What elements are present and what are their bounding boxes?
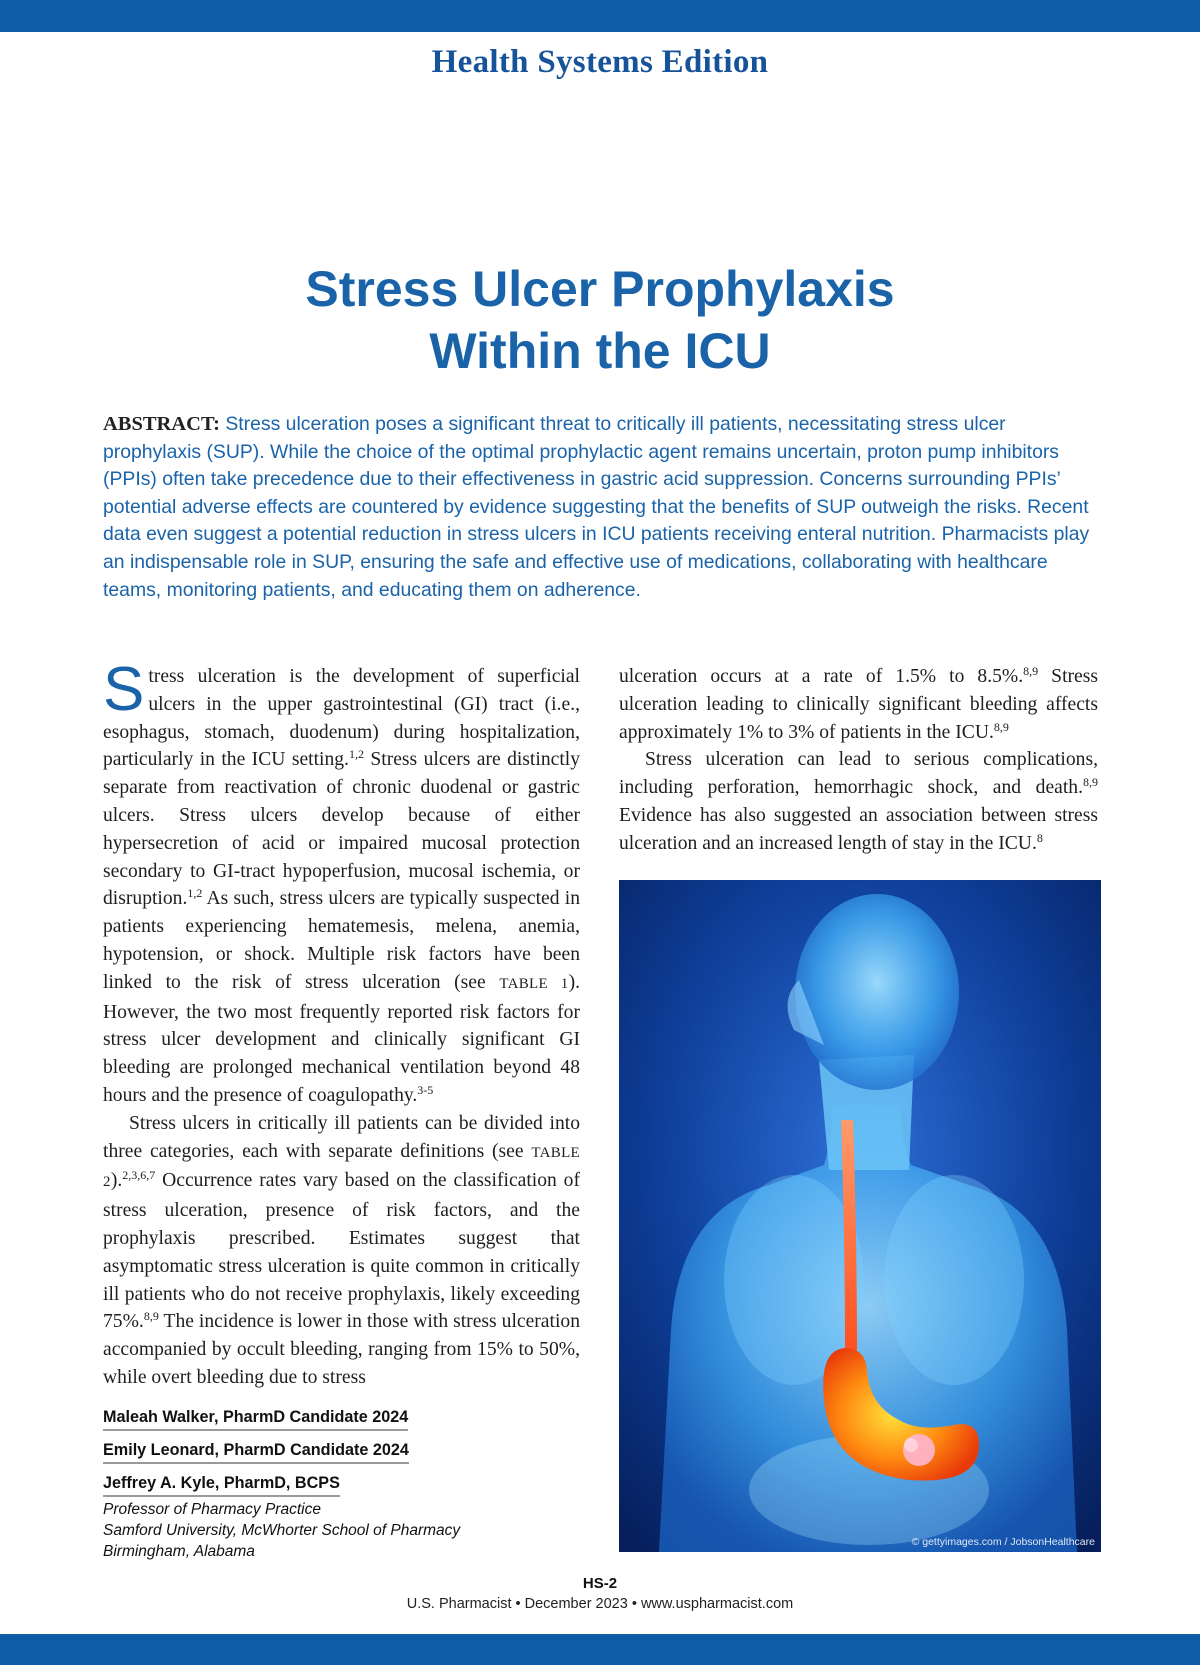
author-block	[103, 1441, 583, 1474]
edition-header: Health Systems Edition	[431, 44, 769, 80]
page-number: HS-2	[582, 1575, 618, 1592]
body-paragraph: ulceration occurs at a rate of 1.5% to 8.5%.$^{8,9}$ Stress ulceration leading to clinically significant bleeding affects approximately 1% to 3% of patients in the ICU.$^{8,9}$	[619, 664, 1098, 743]
anatomy-illustration	[619, 880, 1101, 1552]
citation: 8,9	[143, 1309, 159, 1324]
image-credit: © gettyimages.com / JobsonHealthcare	[911, 1536, 1095, 1548]
author-title: Professor of Pharmacy Practice	[103, 1501, 321, 1518]
citation: 8,9	[1023, 664, 1039, 678]
citation: 3-5	[417, 1082, 434, 1097]
abstract-label: ABSTRACT:	[103, 413, 220, 435]
author-name: Maleah Walker, PharmD Candidate 2024	[103, 1408, 408, 1431]
citation: 2,3,6,7	[122, 1168, 156, 1183]
article-title	[0, 258, 1200, 382]
table-reference: TABLE 2	[103, 1144, 580, 1191]
article-title-line-2: Within the ICU	[429, 323, 771, 379]
bottom-color-band	[0, 1634, 1200, 1665]
body-paragraph: Stress ulceration is the development of superficial ulcers in the upper gastrointestinal (GI) tract (i.e., esophagus, stomach, duodenum) during hospitalization, particularly in the ICU setting.$^{1,2}$ Stress ulcers are distinctly separate from reactivation of chronic duodenal or gastric ulcers. Stress ulcers develop because of either hypersecretion of acid or impaired mucosal protection secondary to GI-tract hypoperfusion, mucosal ischemia, or disruption.$^{1,2}$ As such, stress ulcers are typically suspected in patients experiencing hematemesis, melena, anemia, hypotension, or shock. Multiple risk factors have been linked to the risk of stress ulceration (see TABLE 1). However, the two most frequently reported risk factors for stress ulcer development and clinically significant GI bleeding are prolonged mechanical ventilation beyond 48 hours and the presence of coagulopathy.$^{3-5}$	[103, 655, 581, 1106]
publication-footer: U.S. Pharmacist • December 2023 • www.uspharmacist.com	[406, 1596, 794, 1612]
author-list	[103, 1408, 583, 1562]
author-affiliation: Samford University, McWhorter School of Pharmacy	[103, 1522, 461, 1539]
drop-cap: S	[103, 655, 145, 724]
stomach-illustration-graphic	[619, 880, 1101, 1552]
author-name: Emily Leonard, PharmD Candidate 2024	[103, 1441, 409, 1464]
body-column-left	[103, 655, 581, 1392]
body-column-right	[619, 663, 1098, 858]
article-title-line-1: Stress Ulcer Prophylaxis	[305, 261, 895, 317]
abstract	[103, 411, 1103, 604]
body-paragraph: Stress ulceration can lead to serious complications, including perforation, hemorrhagic shock, and death.$^{8,9}$ Evidence has also suggested an association between stress ulceration and an increased length of stay in the ICU.$^8$	[619, 749, 1098, 854]
body-paragraph: Stress ulcers in critically ill patients can be divided into three categories, each with separate definitions (see TABLE 2).$^{2,3,6,7}$ Occurrence rates vary based on the classification of stress ulceration, presence of risk factors, and the prophylaxis prescribed. Estimates suggest that asymptomatic stress ulceration is quite common in critically ill patients who do not receive prophylaxis, likely exceeding 75%.$^{8,9}$ The incidence is lower in those with stress ulceration accompanied by occult bleeding, ranging from 15% to 50%, while overt bleeding due to stress	[103, 1112, 580, 1388]
author-block	[103, 1474, 583, 1562]
citation: 8,9	[1083, 775, 1098, 790]
citation: 1,2	[187, 886, 203, 901]
citation: 8	[1036, 830, 1043, 845]
table-reference: TABLE 1	[499, 975, 569, 992]
author-block	[103, 1408, 583, 1441]
abstract-text: Stress ulceration poses a significant threat to critically ill patients, necessitating stress ulcer prophylaxis (SUP). While the choice of the optimal prophylactic agent remains uncertain, proton pump inhibitors (PPIs) often take precedence due to their effectiveness in gastric acid suppression. Concerns surrounding PPIs’ potential adverse effects are countered by evidence suggesting that the benefits of SUP outweigh the risks. Recent data even suggest a potential reduction in stress ulcers in ICU patients receiving enteral nutrition. Pharmacists play an indispensable role in SUP, ensuring the safe and effective use of medications, collaborating with healthcare teams, monitoring patients, and educating them on adherence.	[103, 413, 1090, 601]
citation: 8,9	[993, 719, 1009, 734]
author-location: Birmingham, Alabama	[103, 1543, 255, 1560]
author-name: Jeffrey A. Kyle, PharmD, BCPS	[103, 1474, 340, 1497]
citation: 1,2	[348, 747, 364, 762]
top-color-band	[0, 0, 1200, 32]
